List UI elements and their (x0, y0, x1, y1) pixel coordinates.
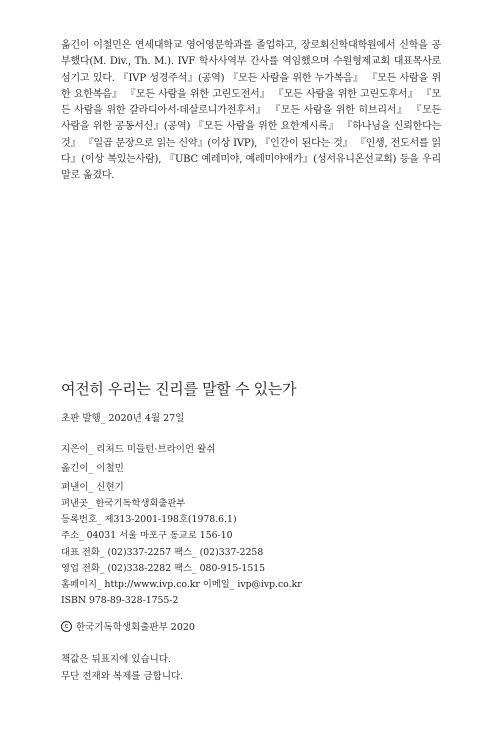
edition-date: 초판 발행_ 2020년 4월 27일 (61, 413, 185, 424)
copyright (61, 619, 195, 633)
publisher-person-credit: 펴낸이_ 신현기 (61, 482, 124, 493)
main-phone-fax: 대표 전화_ (02)337-2257 팩스_ (02)337-2258 (61, 546, 264, 558)
sales-phone-fax: 영업 전화_ (02)338-2282 팩스_ 080-915-1515 (61, 562, 266, 574)
credits (61, 440, 216, 497)
isbn: ISBN 978-89-328-1755-2 (61, 595, 179, 607)
address: 주소_ 04031 서울 마포구 동교로 156-10 (61, 530, 233, 542)
copyright-icon: c (61, 621, 72, 632)
publisher-name: 펴낸곳_ 한국기독학생회출판부 (61, 498, 186, 509)
publisher-info (61, 496, 302, 609)
translator-credit: 옮긴이_ 이철민 (61, 463, 124, 474)
notice (61, 651, 183, 685)
translator-bio: 옮긴이 이철민은 연세대학교 영어영문학과를 졸업하고, 장로회신학대학원에서 신학을 공부했다(M. Div., Th. M.). IVF 학사사역부 간사를 역임했으며 수원형제교회 대표목사로 섬기고 있다. 『IVP 성경주석』(공역) 『모든 사람을 위한 누가복음』 『모든 사람을 위한 요한복음』 『모든 사람을 위한 고린도전서』 『모든 사람을 위한 고린도후서』 『모든 사람을 위한 갈라디아서·데살로니가전후서』 『모든 사람을 위한 히브리서』 『모든 사람을 위한 공동서신』(공역) 『모든 사람을 위한 요한계시록』 『하나님을 신뢰한다는 것』 『일곱 문장으로 읽는 신약』(이상 IVP), 『인간이 된다는 것』 『인생, 전도서를 읽다』(이상 복있는사람), 『UBC 예레미야, 예레미야애가』(성서유니온선교회) 등을 우리말로 옮겼다. (61, 40, 441, 182)
price-notice: 책값은 뒤표지에 있습니다. (61, 654, 172, 665)
homepage-email: 홈페이지_ http://www.ivp.co.kr 이메일_ ivp@ivp.co.kr (61, 579, 302, 591)
copyright-text: 한국기독학생회출판부 2020 (76, 622, 195, 633)
registration-number: 등록번호_ 제313-2001-198호(1978.6.1) (61, 514, 237, 526)
reproduction-notice: 무단 전재와 복제를 금합니다. (61, 671, 184, 682)
author-credit: 지은이_ 리처드 미들턴·브라이언 왈쉬 (61, 444, 216, 455)
book-title: 여전히 우리는 진리를 말할 수 있는가 (61, 380, 297, 398)
